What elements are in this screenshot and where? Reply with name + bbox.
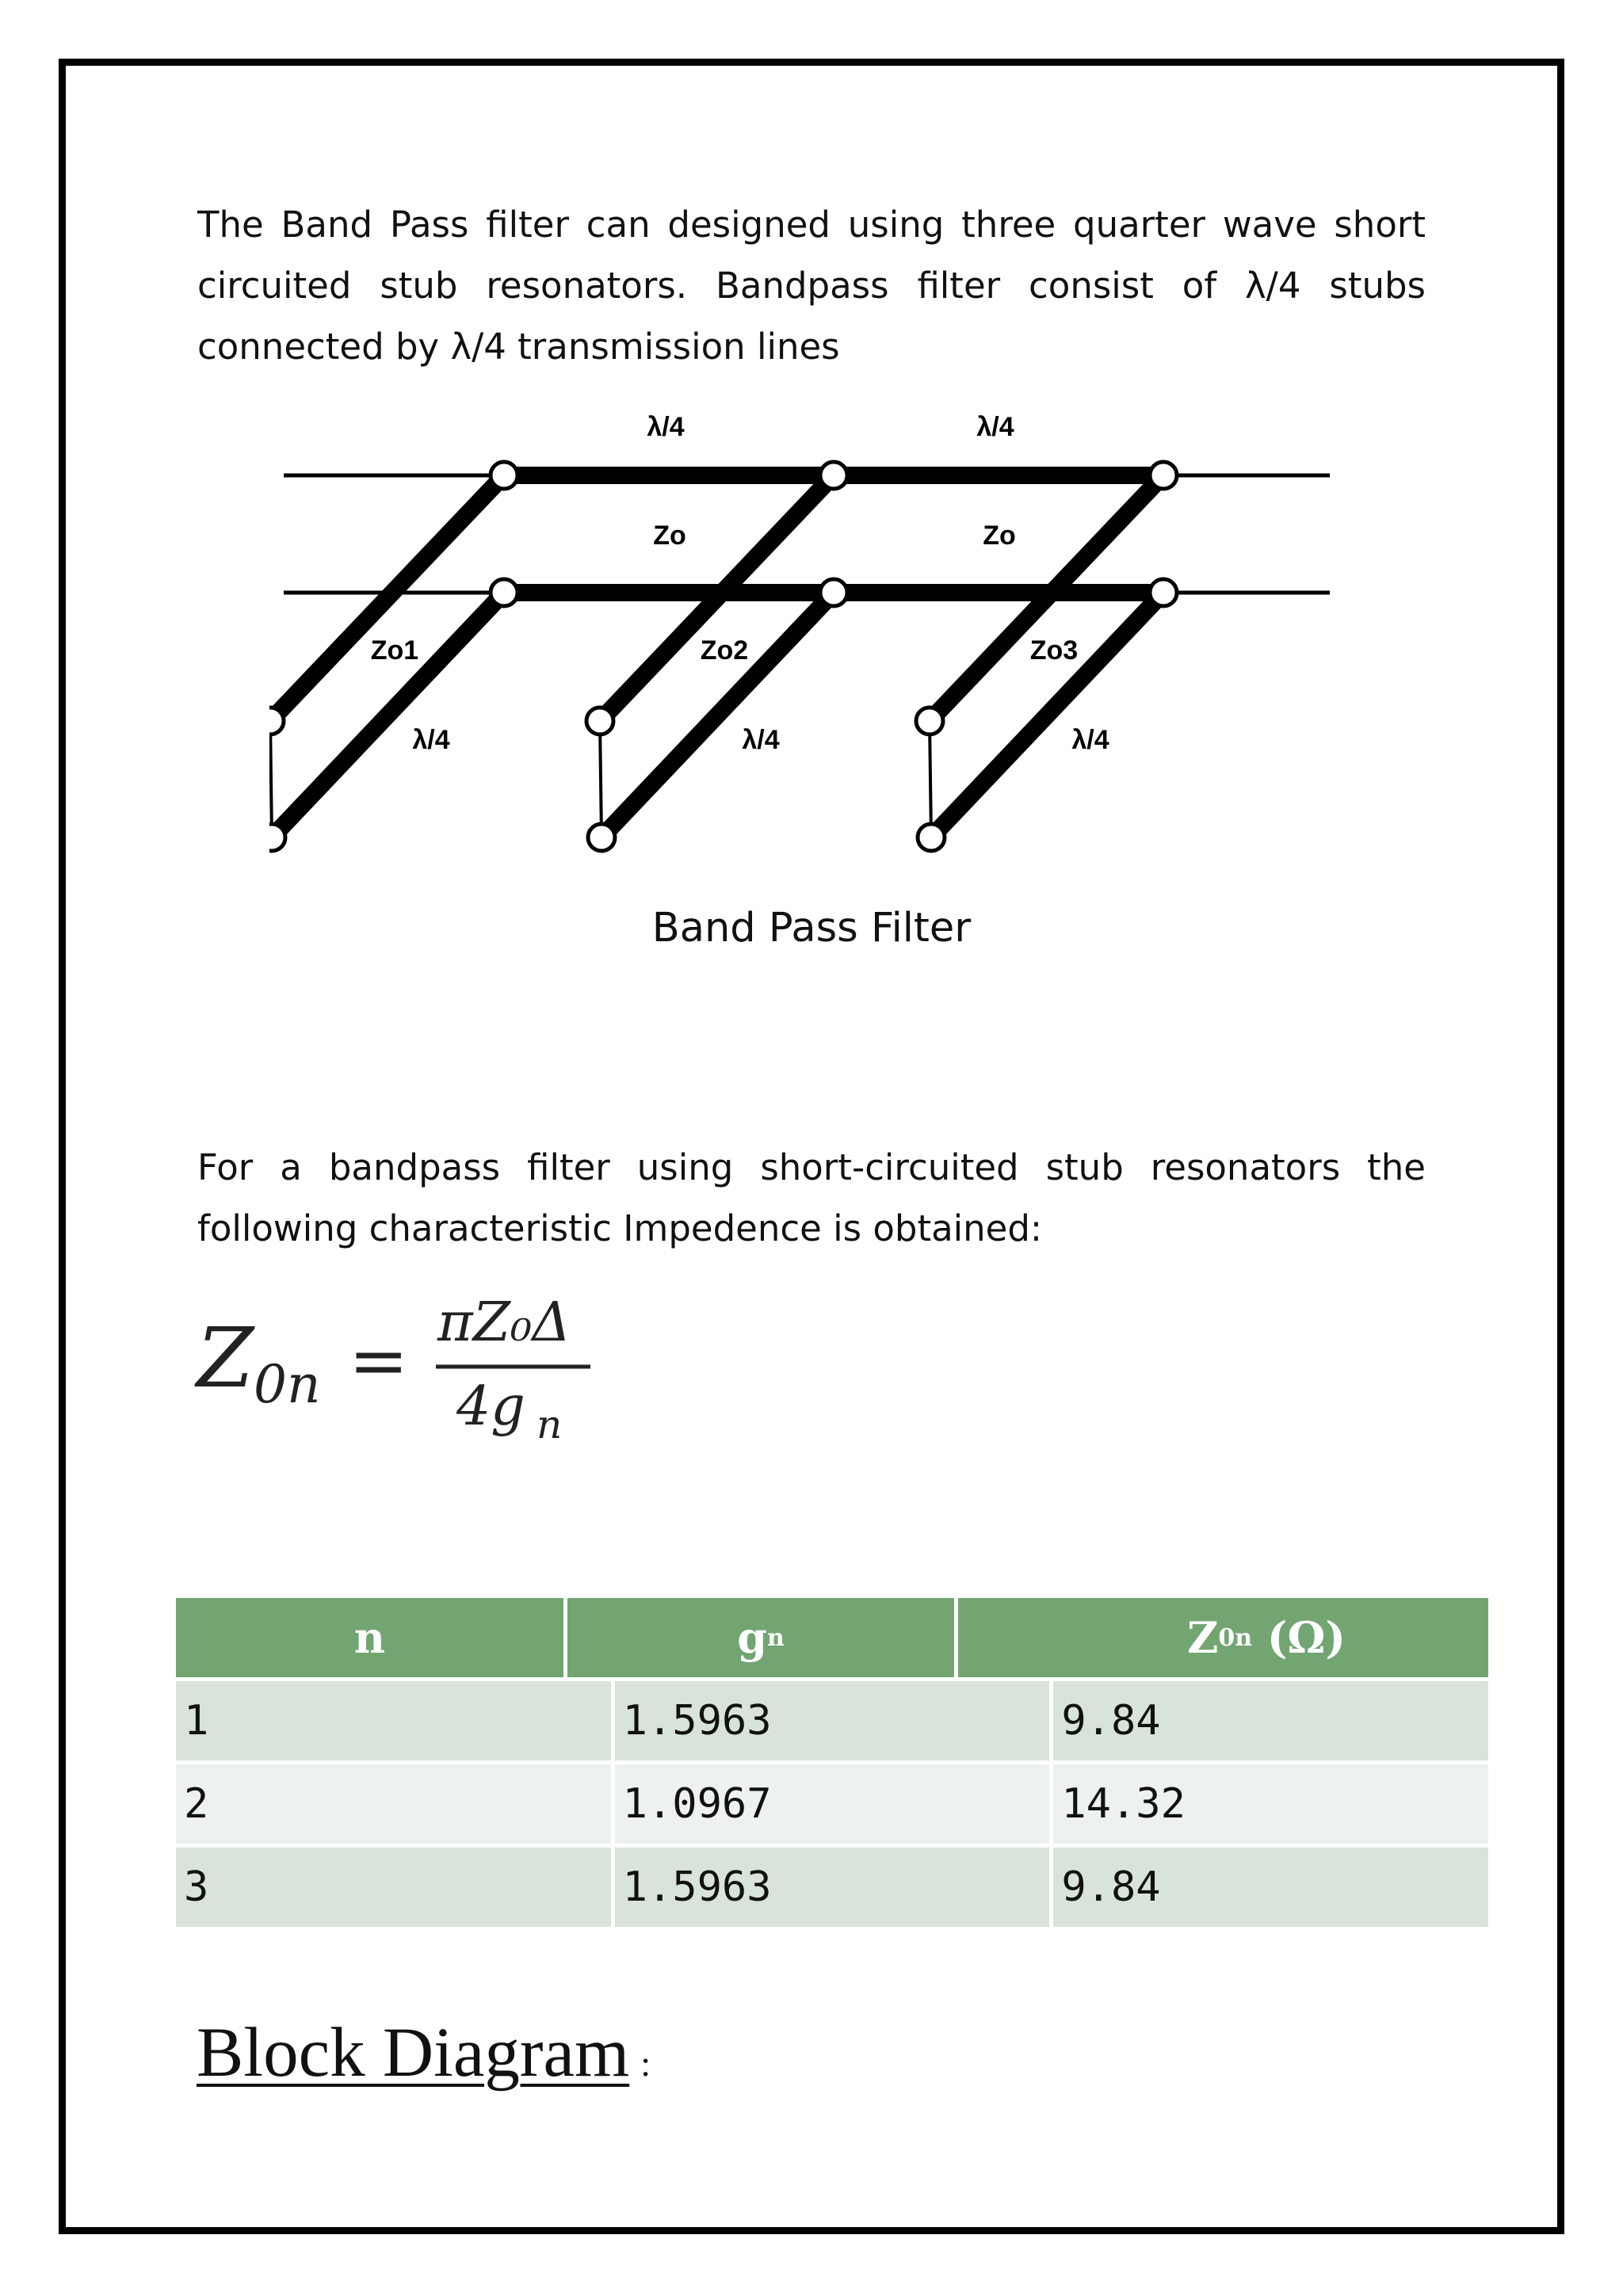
section-heading-colon: : (640, 2043, 651, 2084)
cell-gn: 1.5963 (615, 1848, 1054, 1927)
stub-3-bottom-line (931, 593, 1163, 837)
cell-gn: 1.0967 (615, 1764, 1054, 1844)
cell-n: 3 (176, 1848, 615, 1927)
table-header-row (176, 1598, 1488, 1681)
cell-n: 1 (176, 1681, 615, 1760)
header-n: n (176, 1598, 567, 1677)
stub-2-short (600, 721, 601, 837)
node-circle (916, 707, 943, 734)
stub-impedance-label-3: Zo3 (1029, 635, 1079, 666)
node-circle (491, 462, 517, 489)
section-heading-text: Block Diagram (197, 2014, 630, 2092)
node-circle (269, 824, 285, 851)
formula-denominator: 4g (456, 1375, 525, 1438)
stub-length-label-3: λ/4 (1071, 725, 1109, 755)
stub-length-label-2: λ/4 (742, 725, 780, 755)
stub-impedance-label-2: Zo2 (700, 635, 749, 666)
node-circle (820, 579, 847, 606)
formula-denominator-subscript: n (537, 1402, 563, 1447)
node-circle (491, 579, 517, 606)
line-impedance-label-2: Zo (983, 521, 1016, 551)
impedance-table (176, 1598, 1488, 1931)
stub-2-bottom-line (601, 593, 834, 837)
second-paragraph: For a bandpass filter using short-circuited stub resonators the following characteristic Impedence is obtained: (197, 1146, 1426, 1249)
cell-gn: 1.5963 (615, 1681, 1054, 1760)
impedance-formula (190, 1283, 634, 1474)
band-pass-filter-diagram (269, 412, 1363, 871)
cell-z0n: 14.32 (1061, 1780, 1186, 1828)
stub-1-short (270, 721, 272, 837)
stub-impedance-label-1: Zo1 (370, 635, 419, 666)
node-circle (918, 824, 945, 851)
header-gn: g n (567, 1598, 959, 1677)
intro-paragraph: The Band Pass filter can designed using three quarter wave short circuited stub resonators. Bandpass filter consist of λ/4 stubs connected by λ/4 transmission lines (197, 204, 1426, 368)
cell-z0n: 9.84 (1061, 1863, 1161, 1911)
top-length-label-1: λ/4 (647, 412, 685, 442)
stub-3-short (930, 721, 931, 837)
node-circle (269, 707, 284, 734)
line-impedance-label-1: Zo (653, 521, 686, 551)
node-circle (820, 462, 847, 489)
formula-lhs-subscript: 0n (254, 1354, 321, 1415)
node-circle (588, 824, 615, 851)
node-circle (1150, 462, 1177, 489)
top-length-label-2: λ/4 (976, 412, 1014, 442)
table-row (176, 1681, 1488, 1764)
formula-equals: = (349, 1319, 409, 1402)
node-circle (1150, 579, 1177, 606)
cell-n: 2 (176, 1764, 615, 1844)
section-heading (197, 2012, 651, 2093)
cell-z0n: 9.84 (1061, 1697, 1161, 1745)
stub-length-label-1: λ/4 (412, 725, 450, 755)
node-circle (586, 707, 613, 734)
table-row (176, 1764, 1488, 1848)
formula-numerator: πZ₀Δ (437, 1291, 571, 1354)
stub-1-bottom-line (272, 593, 504, 837)
formula-lhs: Z (197, 1310, 254, 1406)
diagram-caption: Band Pass Filter (651, 905, 972, 952)
stub-1-top-line (270, 475, 504, 721)
table-row (176, 1848, 1488, 1931)
header-z0n: Z 0n (Ω) (1186, 1612, 1346, 1663)
